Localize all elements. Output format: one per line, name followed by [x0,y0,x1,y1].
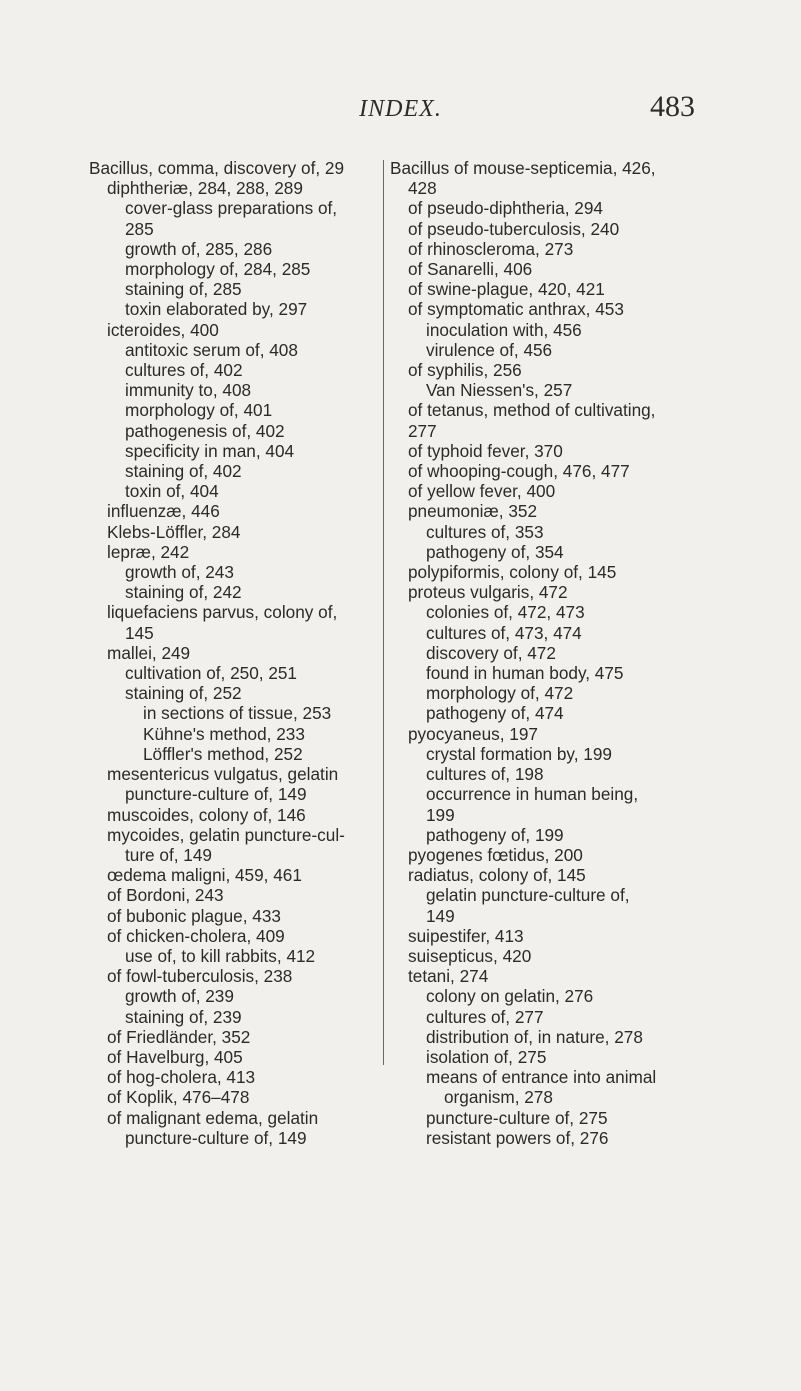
index-entry: of pseudo-tuberculosis, 240 [408,218,620,239]
index-entry: toxin elaborated by, 297 [125,299,308,320]
index-entry: mallei, 249 [107,642,191,663]
index-entry: mycoides, gelatin puncture-cul- [107,824,345,845]
index-entry: suisepticus, 420 [408,945,532,966]
index-entry: cultivation of, 250, 251 [125,663,297,684]
index-entry: puncture-culture of, 275 [426,1107,608,1128]
index-entry: of tetanus, method of cultivating, [408,400,656,421]
index-entry: discovery of, 472 [426,642,556,663]
page-title: INDEX. [359,96,442,122]
index-entry: Kühne's method, 233 [143,723,305,744]
index-entry: Bacillus of mouse-septicemia, 426, [390,158,656,178]
index-entry: growth of, 285, 286 [125,238,273,259]
index-entry: pathogeny of, 474 [426,703,564,724]
index-entry: of Bordoni, 243 [107,885,224,906]
index-entry: puncture-culture of, 149 [125,784,307,805]
index-entry: of fowl-tuberculosis, 238 [107,966,293,987]
index-entry: of pseudo-diphtheria, 294 [408,198,603,219]
index-entry: œdema maligni, 459, 461 [107,865,302,886]
index-entry: of malignant edema, gelatin [107,1107,319,1128]
index-entry: of Friedländer, 352 [107,1026,251,1047]
index-entry: lepræ, 242 [107,541,190,562]
index-entry: of typhoid fever, 370 [408,440,563,461]
index-entry: colonies of, 472, 473 [426,602,585,623]
index-entry: 145 [125,622,154,643]
index-entry: influenzæ, 446 [107,501,220,522]
index-entry: of bubonic plague, 433 [107,905,281,926]
index-entry: pathogeny of, 354 [426,541,564,562]
index-entry: 285 [125,218,154,239]
index-entry: mesentericus vulgatus, gelatin [107,764,339,785]
index-entry: icteroides, 400 [107,319,219,340]
index-entry: of hog-cholera, 413 [107,1067,256,1088]
index-entry: pyocyaneus, 197 [408,723,538,744]
index-entry: antitoxic serum of, 408 [125,339,298,360]
index-entry: toxin of, 404 [125,481,219,502]
index-entry: immunity to, 408 [125,380,252,401]
index-entry: staining of, 242 [125,582,242,603]
index-entry: crystal formation by, 199 [426,743,612,764]
index-entry: 149 [426,905,455,926]
index-entry: cultures of, 277 [426,1006,544,1027]
index-entry: of whooping-cough, 476, 477 [408,461,630,482]
index-entry: Löffler's method, 252 [143,743,303,764]
index-entry: morphology of, 472 [426,683,574,704]
index-entry: of Havelburg, 405 [107,1046,243,1067]
index-entry: ture of, 149 [125,844,212,865]
index-entry: suipestifer, 413 [408,925,524,946]
index-entry: cultures of, 353 [426,521,544,542]
index-entry: 428 [408,178,437,199]
index-entry: distribution of, in nature, 278 [426,1026,643,1047]
index-entry: resistant powers of, 276 [426,1127,609,1148]
index-entry: use of, to kill rabbits, 412 [125,945,316,966]
index-entry: specificity in man, 404 [125,440,295,461]
index-entry: Klebs-Löffler, 284 [107,521,241,542]
index-entry: pathogenesis of, 402 [125,420,285,441]
index-entry: of rhinoscleroma, 273 [408,238,574,259]
index-entry: liquefaciens parvus, colony of, [107,602,338,623]
index-entry: staining of, 285 [125,279,242,300]
index-entry: puncture-culture of, 149 [125,1127,307,1148]
index-entry: of chicken-cholera, 409 [107,925,285,946]
index-entry: muscoides, colony of, 146 [107,804,306,825]
index-entry: proteus vulgaris, 472 [408,582,568,603]
index-entry: diphtheriæ, 284, 288, 289 [107,178,303,199]
index-column-right [390,158,710,1148]
index-entry: cover-glass preparations of, [125,198,338,219]
index-entry: organism, 278 [444,1087,553,1108]
index-entry: of syphilis, 256 [408,360,522,381]
index-entry: of swine-plague, 420, 421 [408,279,605,300]
index-entry: of symptomatic anthrax, 453 [408,299,624,320]
index-entry: Van Niessen's, 257 [426,380,573,401]
index-entry: of Koplik, 476–478 [107,1087,250,1108]
column-divider [383,160,384,1065]
index-entry: staining of, 252 [125,683,242,704]
index-entry: isolation of, 275 [426,1046,547,1067]
index-entry: polypiformis, colony of, 145 [408,562,617,583]
index-entry: morphology of, 284, 285 [125,259,311,280]
index-entry: colony on gelatin, 276 [426,986,594,1007]
index-entry: Bacillus, comma, discovery of, 29 [89,158,345,178]
index-entry: 199 [426,804,455,825]
index-entry: inoculation with, 456 [426,319,582,340]
index-entry: cultures of, 198 [426,764,544,785]
index-entry: tetani, 274 [408,966,489,987]
index-entry: of Sanarelli, 406 [408,259,533,280]
index-entry: pneumoniæ, 352 [408,501,537,522]
index-entry: of yellow fever, 400 [408,481,556,502]
page-number: 483 [650,90,695,123]
index-entry: gelatin puncture-culture of, [426,885,630,906]
index-column-left [89,158,379,1148]
index-entry: growth of, 239 [125,986,234,1007]
index-entry: cultures of, 473, 474 [426,622,582,643]
index-entry: morphology of, 401 [125,400,273,421]
page-header [0,90,801,136]
index-entry: growth of, 243 [125,562,234,583]
index-entry: staining of, 402 [125,461,242,482]
index-entry: occurrence in human being, [426,784,639,805]
index-entry: 277 [408,420,437,441]
index-entry: cultures of, 402 [125,360,243,381]
index-entry: radiatus, colony of, 145 [408,865,586,886]
index-entry: in sections of tissue, 253 [143,703,332,724]
index-entry: means of entrance into animal [426,1067,657,1088]
index-entry: staining of, 239 [125,1006,242,1027]
index-entry: found in human body, 475 [426,663,624,684]
index-entry: pathogeny of, 199 [426,824,564,845]
index-entry: virulence of, 456 [426,339,553,360]
index-entry: pyogenes fœtidus, 200 [408,844,583,865]
